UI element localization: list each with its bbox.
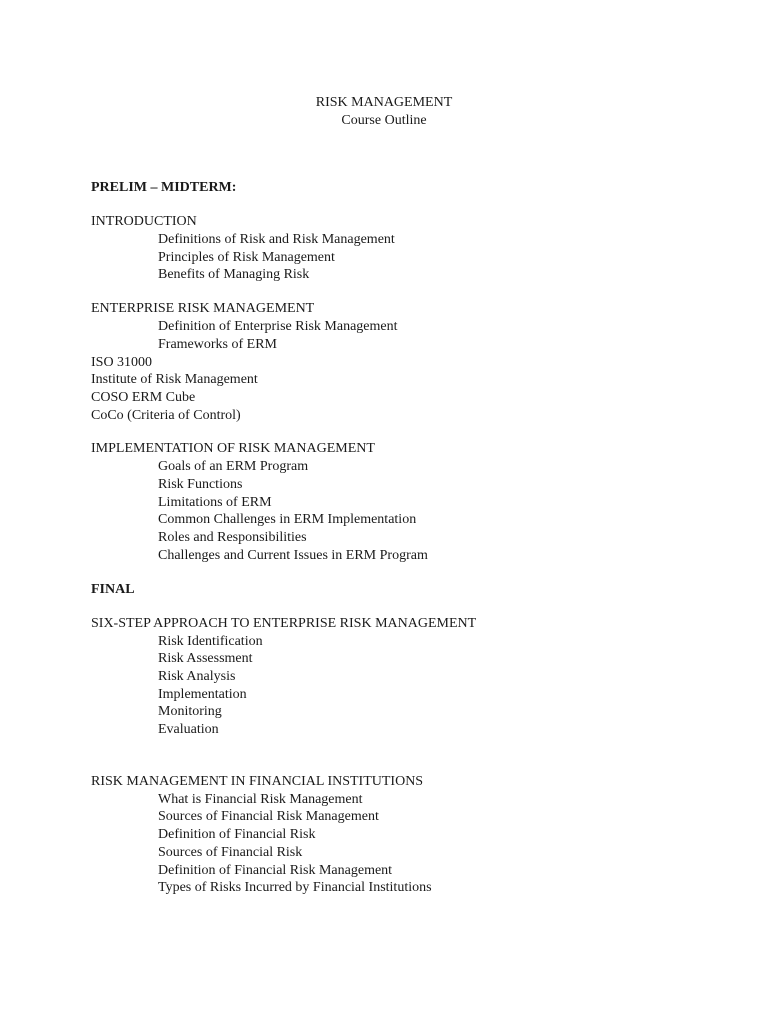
topic-item: Frameworks of ERM xyxy=(158,336,277,352)
topic-item: Risk Analysis xyxy=(158,668,236,684)
topic-item: Principles of Risk Management xyxy=(158,249,335,265)
topic-list xyxy=(91,318,731,424)
topic-item: Risk Identification xyxy=(158,633,263,649)
topic-item: Roles and Responsibilities xyxy=(158,530,307,546)
section-introduction xyxy=(91,213,731,284)
section-title: RISK MANAGEMENT IN FINANCIAL INSTITUTIONS xyxy=(91,773,424,789)
topic-list xyxy=(91,633,731,739)
topic-item: Risk Assessment xyxy=(158,651,253,667)
topic-item: Limitations of ERM xyxy=(158,494,272,510)
topic-item: Types of Risks Incurred by Financial Institutions xyxy=(158,880,432,896)
topic-item: Sources of Financial Risk Management xyxy=(158,809,379,825)
topic-list xyxy=(91,458,731,564)
topic-item: What is Financial Risk Management xyxy=(158,791,363,807)
section-title: SIX-STEP APPROACH TO ENTERPRISE RISK MANAGEMENT xyxy=(91,615,477,631)
topic-item: Sources of Financial Risk xyxy=(158,844,303,860)
topic-item: Definition of Enterprise Risk Management xyxy=(158,319,398,335)
topic-item: Implementation xyxy=(158,686,247,702)
topic-list xyxy=(91,791,731,897)
topic-list xyxy=(91,231,731,284)
document-subtitle: Course Outline xyxy=(341,113,427,128)
section-enterprise-risk-management xyxy=(91,300,731,424)
topic-item: Monitoring xyxy=(158,704,222,720)
title-block xyxy=(0,94,768,130)
outline-content xyxy=(91,179,731,913)
framework-item: ISO 31000 xyxy=(91,354,153,370)
section-title: IMPLEMENTATION OF RISK MANAGEMENT xyxy=(91,441,375,457)
framework-item: Institute of Risk Management xyxy=(91,372,258,388)
document-title: RISK MANAGEMENT xyxy=(315,95,453,110)
topic-item: Risk Functions xyxy=(158,477,243,493)
section-title: ENTERPRISE RISK MANAGEMENT xyxy=(91,301,315,317)
section-six-step-approach xyxy=(91,615,731,739)
topic-item: Definition of Financial Risk Management xyxy=(158,862,393,878)
topic-item: Evaluation xyxy=(158,722,219,738)
section-title: INTRODUCTION xyxy=(91,214,197,229)
framework-item: CoCo (Criteria of Control) xyxy=(91,407,241,423)
topic-item: Benefits of Managing Risk xyxy=(158,267,310,283)
term-heading-final: FINAL xyxy=(91,581,135,597)
term-heading-prelim: PRELIM – MIDTERM: xyxy=(91,180,237,195)
topic-item: Definitions of Risk and Risk Management xyxy=(158,232,395,247)
framework-item: COSO ERM Cube xyxy=(91,389,196,405)
topic-item: Goals of an ERM Program xyxy=(158,459,309,475)
topic-item: Definition of Financial Risk xyxy=(158,827,316,843)
section-financial-institutions xyxy=(91,773,731,897)
topic-item: Common Challenges in ERM Implementation xyxy=(158,512,417,528)
topic-item: Challenges and Current Issues in ERM Program xyxy=(158,547,428,563)
section-implementation xyxy=(91,440,731,564)
